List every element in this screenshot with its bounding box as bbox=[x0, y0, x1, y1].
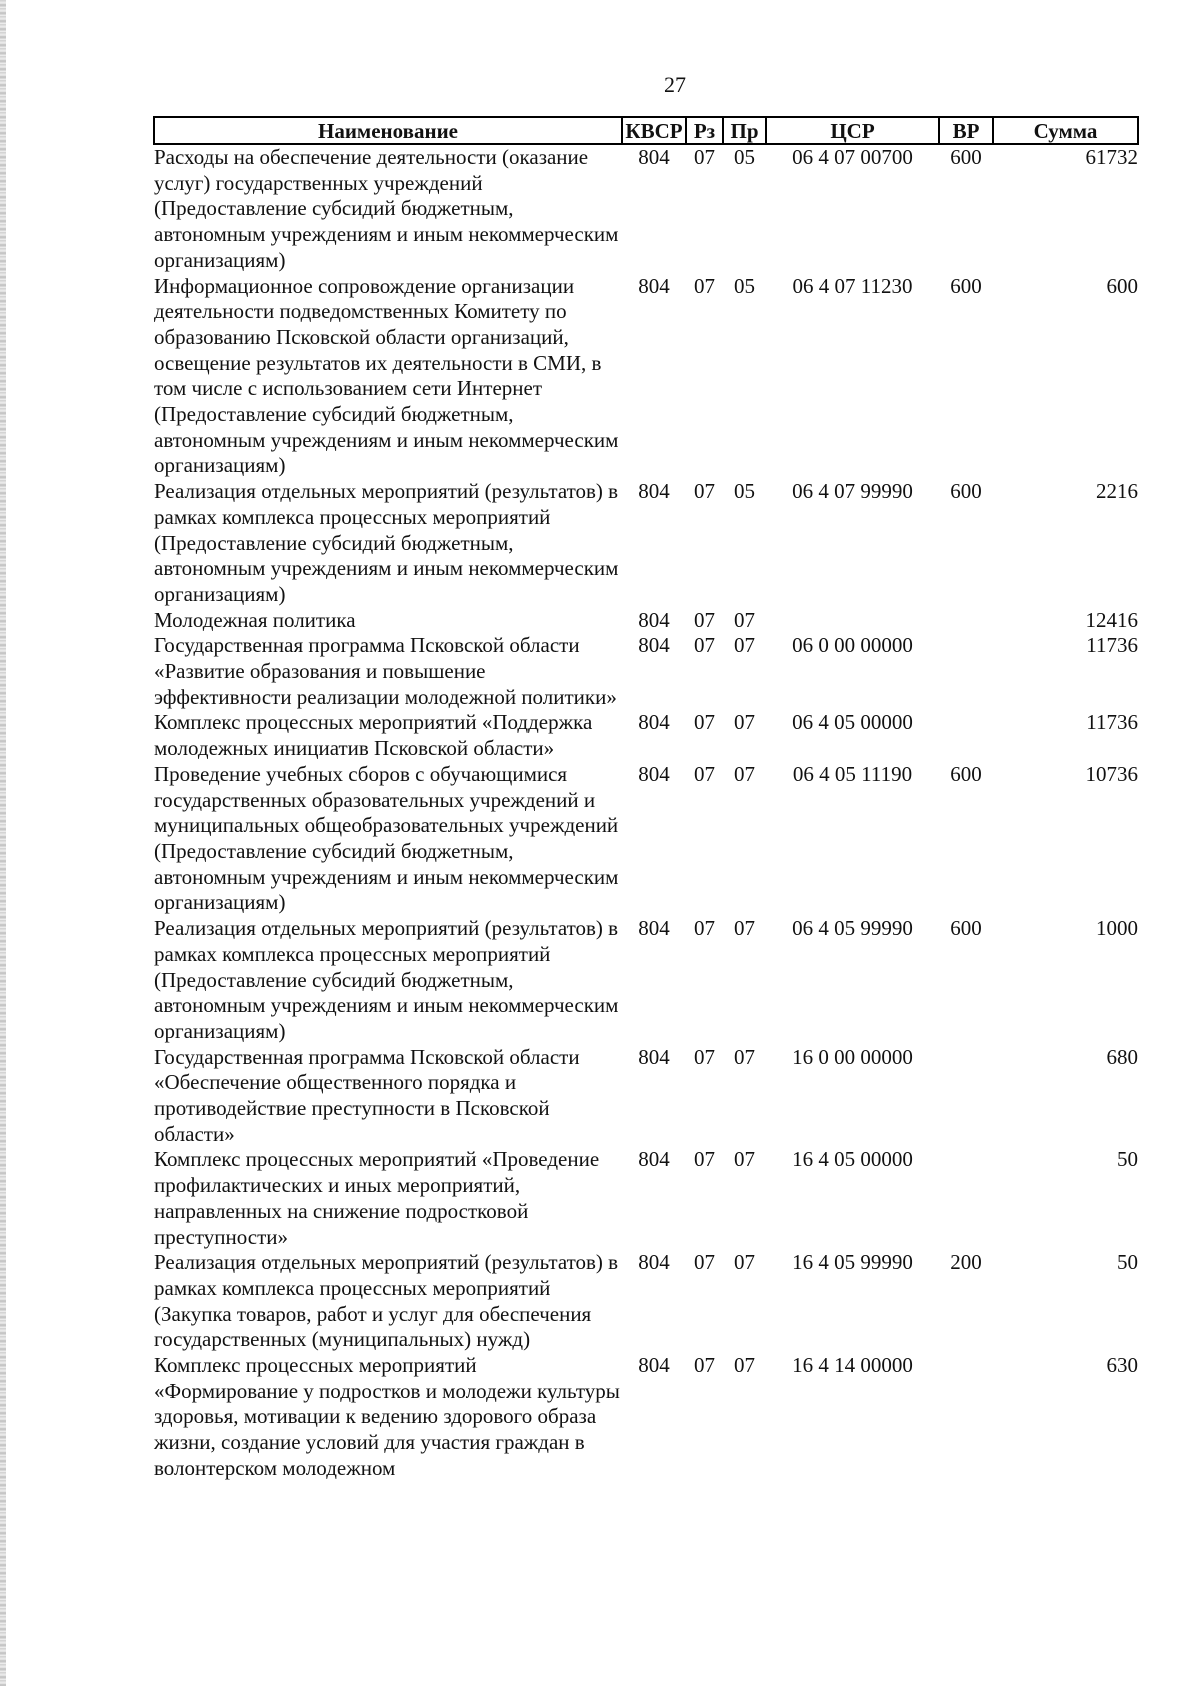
row-pr: 07 bbox=[734, 710, 755, 735]
row-kvsr: 804 bbox=[638, 479, 670, 504]
row-pr: 07 bbox=[734, 607, 755, 632]
header-csr: ЦСР bbox=[766, 117, 939, 144]
row-pr: 05 bbox=[734, 273, 755, 298]
row-vr: 600 bbox=[950, 761, 982, 786]
row-rz: 07 bbox=[694, 916, 715, 941]
header-vr: ВР bbox=[939, 117, 993, 144]
row-name: Проведение учебных сборов с обучающимися государственных образовательных учреждений и муниципальных общеобразовательных учреждений (Предоставление субсидий бюджетным, автономным учреждениям и иным некоммерческим организациям) bbox=[154, 761, 619, 915]
row-rz: 07 bbox=[694, 1250, 715, 1275]
row-pr: 07 bbox=[734, 916, 755, 941]
row-rz: 07 bbox=[694, 607, 715, 632]
row-csr bbox=[766, 608, 939, 634]
row-pr: 07 bbox=[734, 1147, 755, 1172]
table-row bbox=[154, 479, 1138, 608]
row-csr: 16 4 14 00000 bbox=[792, 1353, 913, 1378]
row-kvsr: 804 bbox=[638, 1147, 670, 1172]
row-rz: 07 bbox=[694, 761, 715, 786]
row-kvsr: 804 bbox=[638, 145, 670, 169]
row-csr: 16 4 05 99990 bbox=[792, 1250, 913, 1275]
table-row bbox=[154, 1147, 1138, 1250]
row-sum: 10736 bbox=[1085, 761, 1138, 786]
header-name: Наименование bbox=[154, 117, 622, 144]
header-sum: Сумма bbox=[993, 117, 1138, 144]
row-name: Государственная программа Псковской области «Развитие образования и повышение эффективности реализации молодежной политики» bbox=[154, 633, 617, 709]
row-pr: 05 bbox=[734, 479, 755, 504]
row-vr: 600 bbox=[950, 916, 982, 941]
row-pr: 05 bbox=[734, 145, 755, 169]
row-vr bbox=[939, 1045, 993, 1148]
row-rz: 07 bbox=[694, 1147, 715, 1172]
row-name: Реализация отдельных мероприятий (результатов) в рамках комплекса процессных мероприятий (Закупка товаров, работ и услуг для обеспечения государственных (муниципальных) нужд) bbox=[154, 1250, 619, 1352]
row-sum: 680 bbox=[1106, 1044, 1138, 1069]
table-row bbox=[154, 762, 1138, 916]
row-csr: 06 0 00 00000 bbox=[792, 633, 913, 658]
row-sum: 2216 bbox=[1096, 479, 1138, 504]
row-vr bbox=[939, 608, 993, 634]
row-sum: 12416 bbox=[1085, 607, 1138, 632]
row-csr: 06 4 05 99990 bbox=[792, 916, 913, 941]
row-kvsr: 804 bbox=[638, 273, 670, 298]
row-kvsr: 804 bbox=[638, 916, 670, 941]
row-name: Комплекс процессных мероприятий «Поддержка молодежных инициатив Псковской области» bbox=[154, 710, 593, 761]
row-name: Комплекс процессных мероприятий «Проведение профилактических и иных мероприятий, направленных на снижение подростковой преступности» bbox=[154, 1147, 600, 1249]
row-kvsr: 804 bbox=[638, 1044, 670, 1069]
table-row bbox=[154, 1045, 1138, 1148]
table-row bbox=[154, 916, 1138, 1045]
row-pr: 07 bbox=[734, 761, 755, 786]
table-row bbox=[154, 633, 1138, 710]
table-row bbox=[154, 608, 1138, 634]
row-rz: 07 bbox=[694, 1353, 715, 1378]
row-pr: 07 bbox=[734, 633, 755, 658]
row-sum: 1000 bbox=[1096, 916, 1138, 941]
row-vr bbox=[939, 1353, 993, 1482]
row-name: Молодежная политика bbox=[154, 607, 356, 632]
row-name: Информационное сопровождение организации деятельности подведомственных Комитету по образованию Псковской области организаций, освещение результатов их деятельности в СМИ, в том числе с использованием сети Интернет (Предоставление субсидий бюджетным, автономным учреждениям и иным некоммерческим организациям) bbox=[154, 273, 619, 478]
row-name: Государственная программа Псковской области «Обеспечение общественного порядка и противодействие преступности в Псковской области» bbox=[154, 1044, 580, 1146]
row-name: Реализация отдельных мероприятий (результатов) в рамках комплекса процессных мероприятий (Предоставление субсидий бюджетным, автономным учреждениям и иным некоммерческим организациям) bbox=[154, 479, 619, 606]
header-kvsr: КВСР bbox=[622, 117, 686, 144]
row-csr: 06 4 07 00700 bbox=[792, 145, 913, 169]
row-vr: 600 bbox=[950, 273, 982, 298]
row-kvsr: 804 bbox=[638, 1250, 670, 1275]
table-row bbox=[154, 1353, 1138, 1482]
page-number: 27 bbox=[664, 72, 686, 97]
row-kvsr: 804 bbox=[638, 761, 670, 786]
table-row bbox=[154, 274, 1138, 480]
row-kvsr: 804 bbox=[638, 710, 670, 735]
budget-table bbox=[153, 116, 1139, 1482]
table-header-row bbox=[154, 117, 1138, 144]
row-vr bbox=[939, 633, 993, 710]
row-kvsr: 804 bbox=[638, 633, 670, 658]
row-csr: 06 4 05 11190 bbox=[792, 761, 913, 786]
row-vr: 600 bbox=[950, 145, 982, 169]
row-sum: 11736 bbox=[1086, 710, 1138, 735]
row-kvsr: 804 bbox=[638, 607, 670, 632]
scan-edge bbox=[0, 0, 6, 1686]
row-csr: 06 4 07 11230 bbox=[792, 273, 913, 298]
row-sum: 50 bbox=[1117, 1250, 1138, 1275]
row-sum: 61732 bbox=[1085, 145, 1138, 169]
table-row bbox=[154, 144, 1138, 274]
row-rz: 07 bbox=[694, 273, 715, 298]
row-name: Расходы на обеспечение деятельности (оказание услуг) государственных учреждений (Предоставление субсидий бюджетным, автономным учреждениям и иным некоммерческим организациям) bbox=[154, 145, 619, 272]
row-sum: 600 bbox=[1106, 273, 1138, 298]
row-sum: 50 bbox=[1117, 1147, 1138, 1172]
row-kvsr: 804 bbox=[638, 1353, 670, 1378]
row-vr: 200 bbox=[950, 1250, 982, 1275]
row-name: Реализация отдельных мероприятий (результатов) в рамках комплекса процессных мероприятий (Предоставление субсидий бюджетным, автономным учреждениям и иным некоммерческим организациям) bbox=[154, 916, 619, 1043]
row-rz: 07 bbox=[694, 710, 715, 735]
row-sum: 11736 bbox=[1086, 633, 1138, 658]
row-name: Комплекс процессных мероприятий «Формирование у подростков и молодежи культуры здоровья, мотивации к ведению здорового образа жизни, создание условий для участия граждан в волонтерском молодежном bbox=[154, 1353, 620, 1480]
row-csr: 06 4 07 99990 bbox=[792, 479, 913, 504]
row-pr: 07 bbox=[734, 1044, 755, 1069]
row-csr: 16 4 05 00000 bbox=[792, 1147, 913, 1172]
row-vr: 600 bbox=[950, 479, 982, 504]
row-vr bbox=[939, 1147, 993, 1250]
row-rz: 07 bbox=[694, 1044, 715, 1069]
row-vr bbox=[939, 710, 993, 761]
row-rz: 07 bbox=[694, 145, 715, 169]
table-row bbox=[154, 710, 1138, 761]
header-pr: Пр bbox=[723, 117, 766, 144]
row-pr: 07 bbox=[734, 1353, 755, 1378]
row-csr: 16 0 00 00000 bbox=[792, 1044, 913, 1069]
row-rz: 07 bbox=[694, 633, 715, 658]
row-rz: 07 bbox=[694, 479, 715, 504]
header-rz: Рз bbox=[686, 117, 723, 144]
table-row bbox=[154, 1250, 1138, 1353]
row-csr: 06 4 05 00000 bbox=[792, 710, 913, 735]
row-sum: 630 bbox=[1106, 1353, 1138, 1378]
row-pr: 07 bbox=[734, 1250, 755, 1275]
